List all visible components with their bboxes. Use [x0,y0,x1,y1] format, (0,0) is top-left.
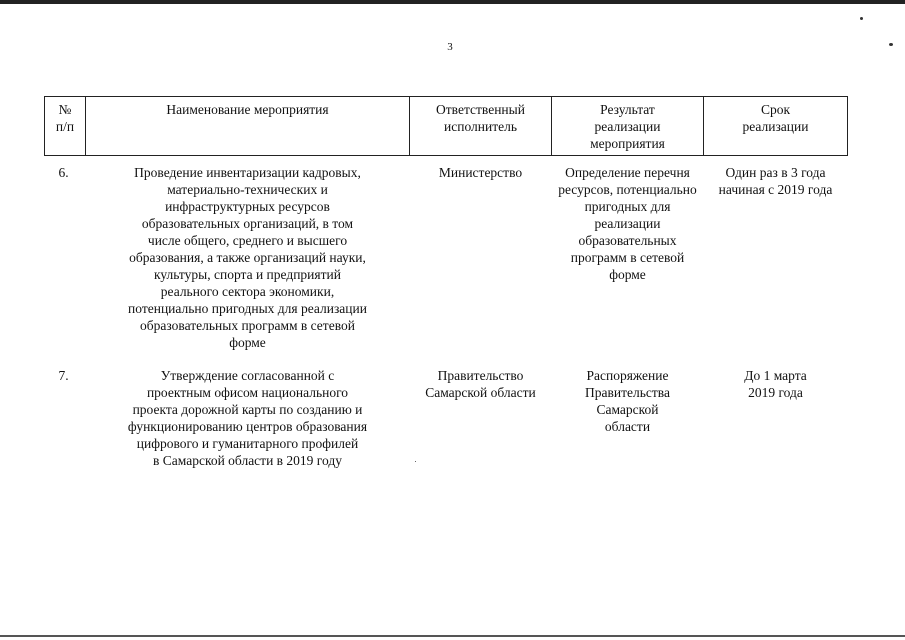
table-row [45,351,848,469]
scan-speck [860,17,863,20]
table-row [45,156,848,352]
scan-edge-bottom [0,635,905,637]
header-num: № п/п [45,97,86,156]
activity-deadline: Один раз в 3 года начиная с 2019 года [718,165,833,197]
responsible-executor: Правительство Самарской области [425,368,536,400]
activity-name: Утверждение согласованной с проектным офисом национального проекта дорожной карты по созданию и функционированию центров образования цифрового и гуманитарного профилей в Самарской области в 2019 году [127,368,368,468]
responsible-executor: Министерство [438,165,523,180]
scan-edge-top [0,0,905,4]
table-header-row [45,97,848,156]
activity-name: Проведение инвентаризации кадровых, материально-технических и инфраструктурных ресурсов образовательных организаций, в том числе общего, среднего и высшего образования, а также организаций науки, культуры, спорта и предприятий реального сектора экономики, потенциально пригодных для реализации образовательных программ в сетевой форме [128,165,367,350]
page-number: 3 [447,41,453,53]
header-executor: Ответственный исполнитель [410,97,552,156]
header-name: Наименование мероприятия [86,97,410,156]
header-deadline: Срок реализации [704,97,848,156]
row-number: 6. [58,165,69,180]
header-result: Результат реализации мероприятия [552,97,704,156]
activity-result: Распоряжение Правительства Самарской области [585,368,670,434]
row-number: 7. [58,368,69,383]
activities-table [44,96,848,469]
activity-result: Определение перечня ресурсов, потенциально пригодных для реализации образовательных программ в сетевой форме [558,165,697,282]
activity-deadline: До 1 марта 2019 года [744,368,807,400]
